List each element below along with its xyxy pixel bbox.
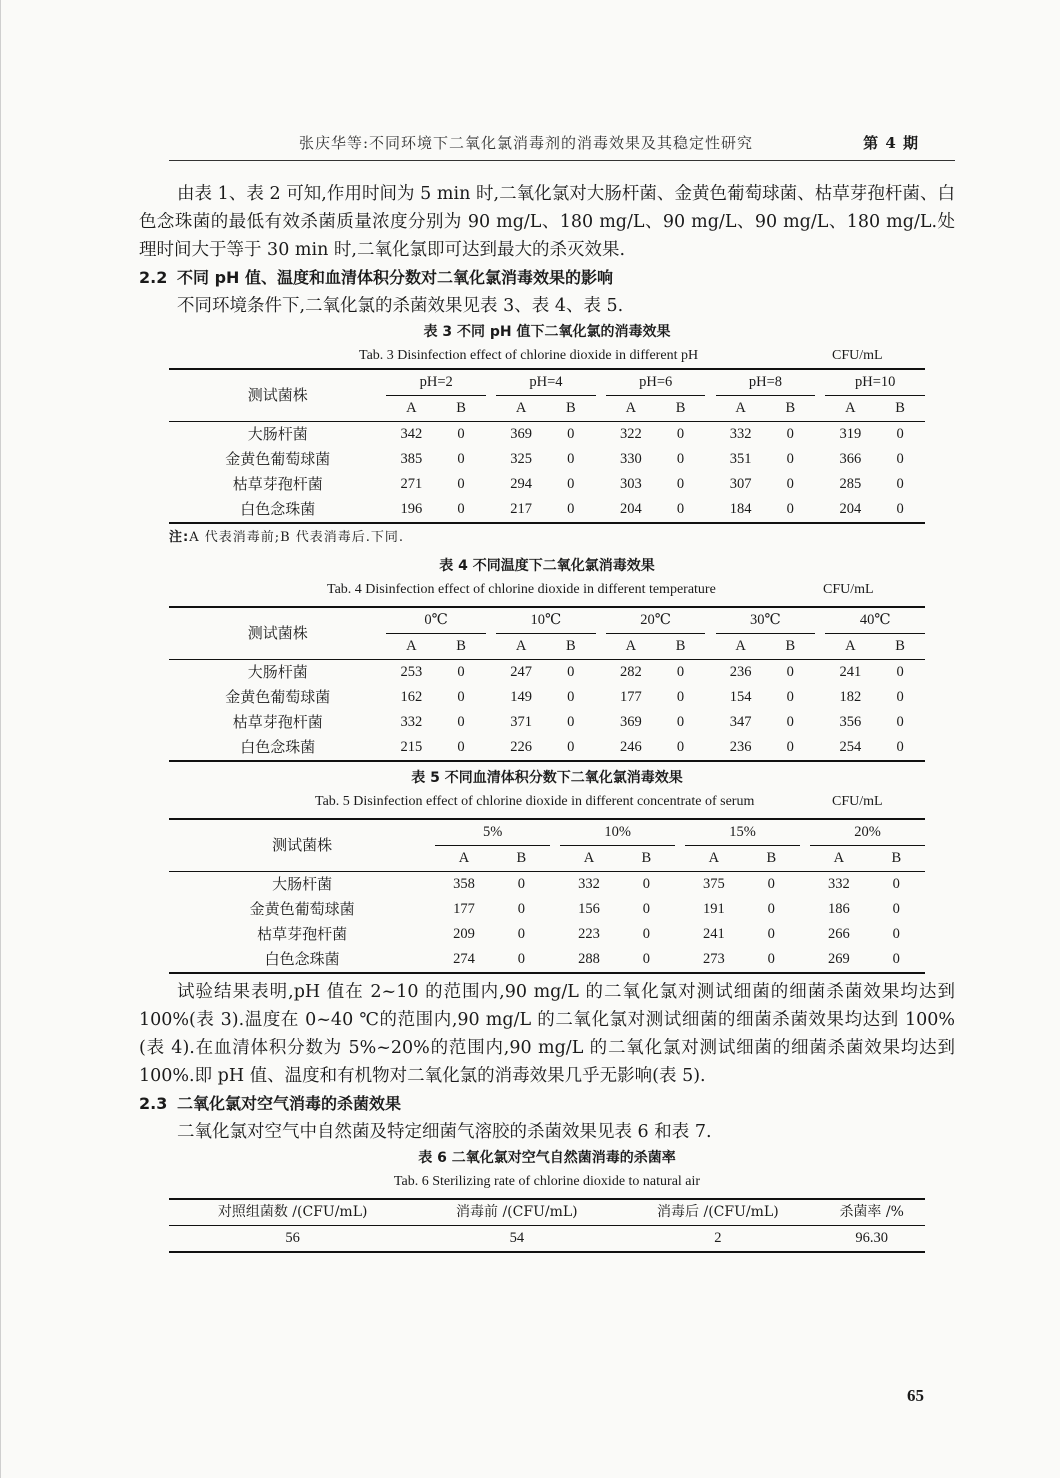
group-gap (675, 947, 685, 973)
table5-unit: CFU/mL (832, 794, 883, 809)
paragraph-2: 不同环境条件下,二氧化氯的杀菌效果见表 3、表 4、表 5. (177, 296, 624, 316)
value-b: 0 (436, 497, 486, 523)
value-b: 0 (765, 735, 815, 761)
group-gap (486, 497, 496, 523)
group-header: 10℃ (496, 607, 595, 634)
value-a: 271 (400, 476, 423, 492)
sub-header: B (656, 396, 706, 422)
value-b: 0 (892, 876, 900, 892)
group-gap (705, 447, 715, 472)
value-a: 325 (510, 451, 532, 467)
strain-name: 白色念珠菌 (169, 947, 435, 973)
strain-header: 测试菌株 (169, 607, 386, 660)
group-gap (675, 819, 685, 846)
group-header: pH=8 (716, 369, 815, 396)
value-a: 369 (619, 714, 642, 730)
value-a: 269 (810, 947, 867, 973)
running-title: 张庆华等:不同环境下二氧化氯消毒剂的消毒效果及其稳定性研究 (299, 134, 754, 152)
table6-caption-en-row (139, 1170, 955, 1194)
group-gap (550, 819, 560, 846)
table6-caption-cn: 表 6 二氧化氯对空气自然菌消毒的杀菌率 (418, 1150, 676, 1166)
value-a: 226 (496, 735, 546, 761)
value-b: 0 (656, 497, 706, 523)
sub-header: A (716, 634, 766, 660)
value-a: 332 (827, 876, 850, 892)
sub-header: B (656, 634, 706, 660)
table3-caption-en: Tab. 3 Disinfection effect of chlorine dioxide in different pH (359, 348, 699, 363)
group-header: pH=2 (386, 369, 485, 396)
group-gap (596, 685, 606, 710)
group-gap (800, 922, 810, 947)
value-b: 0 (875, 735, 925, 761)
group-gap (675, 872, 685, 898)
value-a: 351 (729, 451, 752, 467)
group-gap (705, 710, 715, 735)
group-gap (815, 447, 825, 472)
table-row (169, 947, 925, 973)
value-b: 0 (786, 689, 794, 705)
sub-header: A (606, 396, 656, 422)
table3-caption-cn: 表 3 不同 pH 值下二氧化氯的消毒效果 (423, 324, 671, 340)
value-a: 332 (578, 876, 600, 892)
value-a: 182 (839, 689, 862, 705)
table5 (169, 818, 925, 974)
value-a: 332 (729, 426, 752, 442)
value-a: 332 (400, 714, 423, 730)
value-a: 236 (716, 735, 766, 761)
group-gap (486, 447, 496, 472)
group-gap (675, 897, 685, 922)
group-header: 20℃ (606, 607, 705, 634)
value-a: 177 (619, 689, 642, 705)
section-title: 二氧化氯对空气消毒的杀菌效果 (177, 1094, 402, 1113)
value-b: 0 (517, 901, 525, 917)
group-gap (815, 472, 825, 497)
value-a: 356 (839, 714, 862, 730)
value-b: 0 (567, 476, 575, 492)
value-b: 0 (786, 664, 794, 680)
value-a: 162 (400, 689, 423, 705)
group-gap (596, 396, 606, 422)
section-title: 不同 pH 值、温度和血清体积分数对二氧化氯消毒效果的影响 (177, 268, 613, 287)
value-b: 0 (567, 714, 575, 730)
value-b: 0 (765, 497, 815, 523)
group-gap (800, 897, 810, 922)
strain-name: 白色念珠菌 (169, 735, 386, 761)
value-b: 0 (896, 476, 904, 492)
table-row (169, 897, 925, 922)
group-gap (486, 735, 496, 761)
group-gap (486, 369, 496, 396)
value-b: 0 (457, 714, 465, 730)
group-gap (815, 660, 825, 686)
value-a: 215 (386, 735, 436, 761)
strain-header: 测试菌株 (169, 819, 435, 872)
value-b: 0 (892, 926, 900, 942)
group-header: pH=6 (606, 369, 705, 396)
table4-caption-cn: 表 4 不同温度下二氧化氯消毒效果 (439, 558, 655, 574)
value-b: 0 (546, 497, 596, 523)
group-gap (705, 472, 715, 497)
value-a: 247 (510, 664, 532, 680)
sub-header: B (436, 396, 486, 422)
value-b: 0 (896, 451, 904, 467)
value-a: 319 (839, 426, 862, 442)
group-gap (486, 422, 496, 448)
value-a: 358 (453, 876, 475, 892)
strain-name: 大肠杆菌 (272, 875, 333, 893)
value-b: 0 (618, 947, 675, 973)
strain-name: 枯草芽孢杆菌 (232, 475, 323, 493)
value-a: 273 (685, 947, 742, 973)
cell-value: 56 (169, 1226, 416, 1253)
group-gap (800, 947, 810, 973)
value-a: 217 (496, 497, 546, 523)
group-gap (550, 846, 560, 872)
sub-header: B (875, 634, 925, 660)
value-b: 0 (567, 451, 575, 467)
group-gap (815, 497, 825, 523)
group-gap (815, 735, 825, 761)
group-gap (815, 710, 825, 735)
sub-header: A (825, 634, 875, 660)
group-header: 5% (435, 819, 550, 846)
table-row (169, 710, 925, 735)
value-a: 196 (386, 497, 436, 523)
sub-header: A (496, 634, 546, 660)
group-gap (705, 735, 715, 761)
value-a: 322 (619, 426, 642, 442)
section-heading-2-2 (139, 264, 955, 292)
value-a: 254 (825, 735, 875, 761)
value-b: 0 (767, 926, 775, 942)
strain-name: 大肠杆菌 (247, 425, 308, 443)
column-header: 杀菌率 /% (818, 1199, 925, 1226)
value-b: 0 (436, 735, 486, 761)
value-b: 0 (892, 901, 900, 917)
group-gap (550, 922, 560, 947)
section-number: 2.3 (139, 1094, 168, 1113)
value-a: 347 (729, 714, 752, 730)
table3-note (169, 526, 955, 550)
group-gap (705, 497, 715, 523)
group-gap (596, 497, 606, 523)
section-heading-2-3 (139, 1090, 955, 1118)
sub-header: A (560, 846, 617, 872)
note-label: 注: (169, 530, 190, 545)
group-gap (486, 634, 496, 660)
value-b: 0 (896, 426, 904, 442)
column-header: 消毒前 /(CFU/mL) (416, 1199, 617, 1226)
value-a: 294 (510, 476, 532, 492)
sub-header: B (743, 846, 800, 872)
group-header: 40℃ (825, 607, 925, 634)
value-b: 0 (457, 451, 465, 467)
value-b: 0 (896, 689, 904, 705)
strain-name: 枯草芽孢杆菌 (232, 713, 323, 731)
value-a: 209 (453, 926, 475, 942)
group-gap (596, 447, 606, 472)
group-gap (815, 422, 825, 448)
value-a: 288 (560, 947, 617, 973)
group-gap (815, 685, 825, 710)
table3-unit: CFU/mL (832, 348, 883, 363)
value-b: 0 (517, 926, 525, 942)
value-a: 307 (729, 476, 752, 492)
strain-header: 测试菌株 (169, 369, 386, 422)
note-text: A 代表消毒前;B 代表消毒后.下同. (189, 530, 405, 545)
group-gap (815, 607, 825, 634)
sub-header: A (810, 846, 867, 872)
sub-header: B (546, 634, 596, 660)
group-gap (800, 872, 810, 898)
group-gap (705, 369, 715, 396)
group-gap (486, 396, 496, 422)
value-b: 0 (546, 735, 596, 761)
sub-header: A (716, 396, 766, 422)
table3 (169, 368, 925, 524)
value-b: 0 (786, 426, 794, 442)
value-a: 274 (435, 947, 492, 973)
table4 (169, 606, 925, 762)
value-b: 0 (457, 476, 465, 492)
strain-name: 金黄色葡萄球菌 (249, 900, 355, 918)
table-row (169, 660, 925, 686)
group-gap (596, 607, 606, 634)
group-gap (705, 660, 715, 686)
group-gap (596, 369, 606, 396)
value-b: 0 (457, 426, 465, 442)
sub-header: B (875, 396, 925, 422)
value-a: 303 (619, 476, 642, 492)
value-a: 236 (729, 664, 752, 680)
paragraph-1: 由表 1、表 2 可知,作用时间为 5 min 时,二氧化氯对大肠杆菌、金黄色葡萄球菌、枯草芽孢杆菌、白色念珠菌的最低有效杀菌质量浓度分别为 90 mg/L、180 mg/L、90 mg/L、90 mg/L、180 mg/L.处理时间大于等于 30 min 时,二氧化氯即可达到最大的杀灭效果. (139, 184, 955, 260)
value-b: 0 (493, 947, 550, 973)
value-b: 0 (676, 689, 685, 705)
group-gap (675, 922, 685, 947)
value-b: 0 (642, 901, 650, 917)
value-a: 371 (510, 714, 532, 730)
value-a: 282 (619, 664, 642, 680)
group-header: 0℃ (386, 607, 485, 634)
value-a: 154 (729, 689, 752, 705)
table-row (169, 922, 925, 947)
group-gap (596, 735, 606, 761)
table5-caption-en-row (139, 790, 955, 814)
value-b: 0 (767, 876, 775, 892)
sub-header: A (386, 396, 436, 422)
value-a: 241 (839, 664, 862, 680)
value-a: 223 (578, 926, 600, 942)
table-row (169, 447, 925, 472)
table-row (169, 472, 925, 497)
section-number: 2.2 (139, 268, 168, 287)
sub-header: B (868, 846, 925, 872)
table4-caption-en-row (139, 578, 955, 602)
value-a: 342 (400, 426, 423, 442)
value-a: 177 (453, 901, 475, 917)
value-a: 385 (400, 451, 423, 467)
value-b: 0 (567, 664, 575, 680)
sub-header: A (606, 634, 656, 660)
group-header: 10% (560, 819, 675, 846)
table4-caption-en: Tab. 4 Disinfection effect of chlorine dioxide in different temperature (327, 582, 716, 597)
group-gap (815, 634, 825, 660)
value-b: 0 (786, 451, 794, 467)
value-b: 0 (743, 947, 800, 973)
group-gap (596, 710, 606, 735)
group-gap (596, 472, 606, 497)
group-gap (486, 685, 496, 710)
value-b: 0 (896, 664, 904, 680)
value-b: 0 (457, 664, 465, 680)
group-gap (596, 422, 606, 448)
value-a: 266 (827, 926, 850, 942)
value-a: 204 (606, 497, 656, 523)
table4-unit: CFU/mL (823, 582, 874, 597)
group-gap (486, 607, 496, 634)
value-b: 0 (676, 476, 685, 492)
value-b: 0 (896, 714, 904, 730)
value-a: 246 (606, 735, 656, 761)
value-b: 0 (676, 664, 685, 680)
value-b: 0 (567, 426, 575, 442)
page-number: 65 (907, 1386, 924, 1405)
value-b: 0 (875, 497, 925, 523)
table3-caption-en-row (139, 344, 955, 368)
sub-header: A (386, 634, 436, 660)
group-header: pH=4 (496, 369, 595, 396)
table5-caption-cn: 表 5 不同血清体积分数下二氧化氯消毒效果 (411, 770, 683, 786)
value-a: 369 (510, 426, 532, 442)
group-gap (596, 660, 606, 686)
group-gap (550, 897, 560, 922)
issue-number: 第 4 期 (863, 134, 919, 152)
value-a: 375 (703, 876, 725, 892)
group-gap (596, 634, 606, 660)
group-gap (705, 422, 715, 448)
table6-caption-en: Tab. 6 Sterilizing rate of chlorine dioxide to natural air (393, 1174, 701, 1189)
group-gap (550, 947, 560, 973)
column-header: 对照组菌数 /(CFU/mL) (169, 1199, 416, 1226)
group-gap (705, 685, 715, 710)
group-gap (705, 634, 715, 660)
sub-header: A (496, 396, 546, 422)
table5-caption-en: Tab. 5 Disinfection effect of chlorine dioxide in different concentrate of serum (315, 794, 755, 809)
table-row (169, 497, 925, 523)
value-b: 0 (786, 476, 794, 492)
value-a: 366 (839, 451, 862, 467)
group-header: 15% (685, 819, 800, 846)
group-gap (800, 846, 810, 872)
value-a: 241 (703, 926, 725, 942)
table-row (169, 735, 925, 761)
value-a: 191 (703, 901, 725, 917)
strain-name: 金黄色葡萄球菌 (225, 450, 331, 468)
value-b: 0 (676, 451, 685, 467)
value-a: 204 (825, 497, 875, 523)
sub-header: B (546, 396, 596, 422)
group-gap (705, 607, 715, 634)
value-a: 285 (839, 476, 862, 492)
sub-header: A (685, 846, 742, 872)
cell-value: 2 (617, 1226, 818, 1253)
table-row (169, 872, 925, 898)
sub-header: B (765, 634, 815, 660)
strain-name: 大肠杆菌 (247, 663, 308, 681)
sub-header: B (618, 846, 675, 872)
value-a: 186 (827, 901, 850, 917)
paragraph-4: 二氧化氯对空气中自然菌及特定细菌气溶胶的杀菌效果见表 6 和表 7. (177, 1122, 712, 1142)
strain-name: 枯草芽孢杆菌 (257, 925, 348, 943)
sub-header: A (825, 396, 875, 422)
strain-name: 白色念珠菌 (169, 497, 386, 523)
value-b: 0 (786, 714, 794, 730)
value-b: 0 (676, 426, 685, 442)
group-gap (705, 396, 715, 422)
group-gap (675, 846, 685, 872)
cell-value: 96.30 (818, 1226, 925, 1253)
group-header: 30℃ (716, 607, 815, 634)
value-a: 253 (400, 664, 423, 680)
main-content (139, 180, 955, 1253)
value-a: 184 (716, 497, 766, 523)
group-gap (486, 472, 496, 497)
running-header (169, 130, 955, 161)
strain-name: 金黄色葡萄球菌 (225, 688, 331, 706)
value-b: 0 (676, 714, 685, 730)
sub-header: B (493, 846, 550, 872)
group-gap (815, 369, 825, 396)
value-a: 149 (510, 689, 532, 705)
group-header: 20% (810, 819, 925, 846)
sub-header: B (765, 396, 815, 422)
group-header: pH=10 (825, 369, 925, 396)
value-b: 0 (642, 926, 650, 942)
value-b: 0 (642, 876, 650, 892)
table-row (169, 685, 925, 710)
value-b: 0 (567, 689, 575, 705)
group-gap (486, 710, 496, 735)
cell-value: 54 (416, 1226, 617, 1253)
value-b: 0 (517, 876, 525, 892)
value-b: 0 (868, 947, 925, 973)
sub-header: A (435, 846, 492, 872)
table-row (169, 422, 925, 448)
group-gap (550, 872, 560, 898)
table-row (169, 1226, 925, 1253)
group-gap (800, 819, 810, 846)
table6 (169, 1198, 925, 1253)
sub-header: B (436, 634, 486, 660)
value-a: 156 (578, 901, 600, 917)
group-gap (815, 396, 825, 422)
value-b: 0 (457, 689, 465, 705)
value-a: 330 (619, 451, 642, 467)
paragraph-3: 试验结果表明,pH 值在 2~10 的范围内,90 mg/L 的二氧化氯对测试细菌的细菌杀菌效果均达到 100%(表 3).温度在 0~40 ℃的范围内,90 mg/L 的二氧化氯对测试细菌的细菌杀菌效果均达到 100%(表 4).在血清体积分数为 5%~20%的范围内,90 mg/L 的二氧化氯对测试细菌的细菌杀菌效果均达到 100%.即 pH 值、温度和有机物对二氧化氯的消毒效果几乎无影响(表 5). (139, 982, 955, 1086)
group-gap (486, 660, 496, 686)
value-b: 0 (767, 901, 775, 917)
value-b: 0 (656, 735, 706, 761)
column-header: 消毒后 /(CFU/mL) (617, 1199, 818, 1226)
